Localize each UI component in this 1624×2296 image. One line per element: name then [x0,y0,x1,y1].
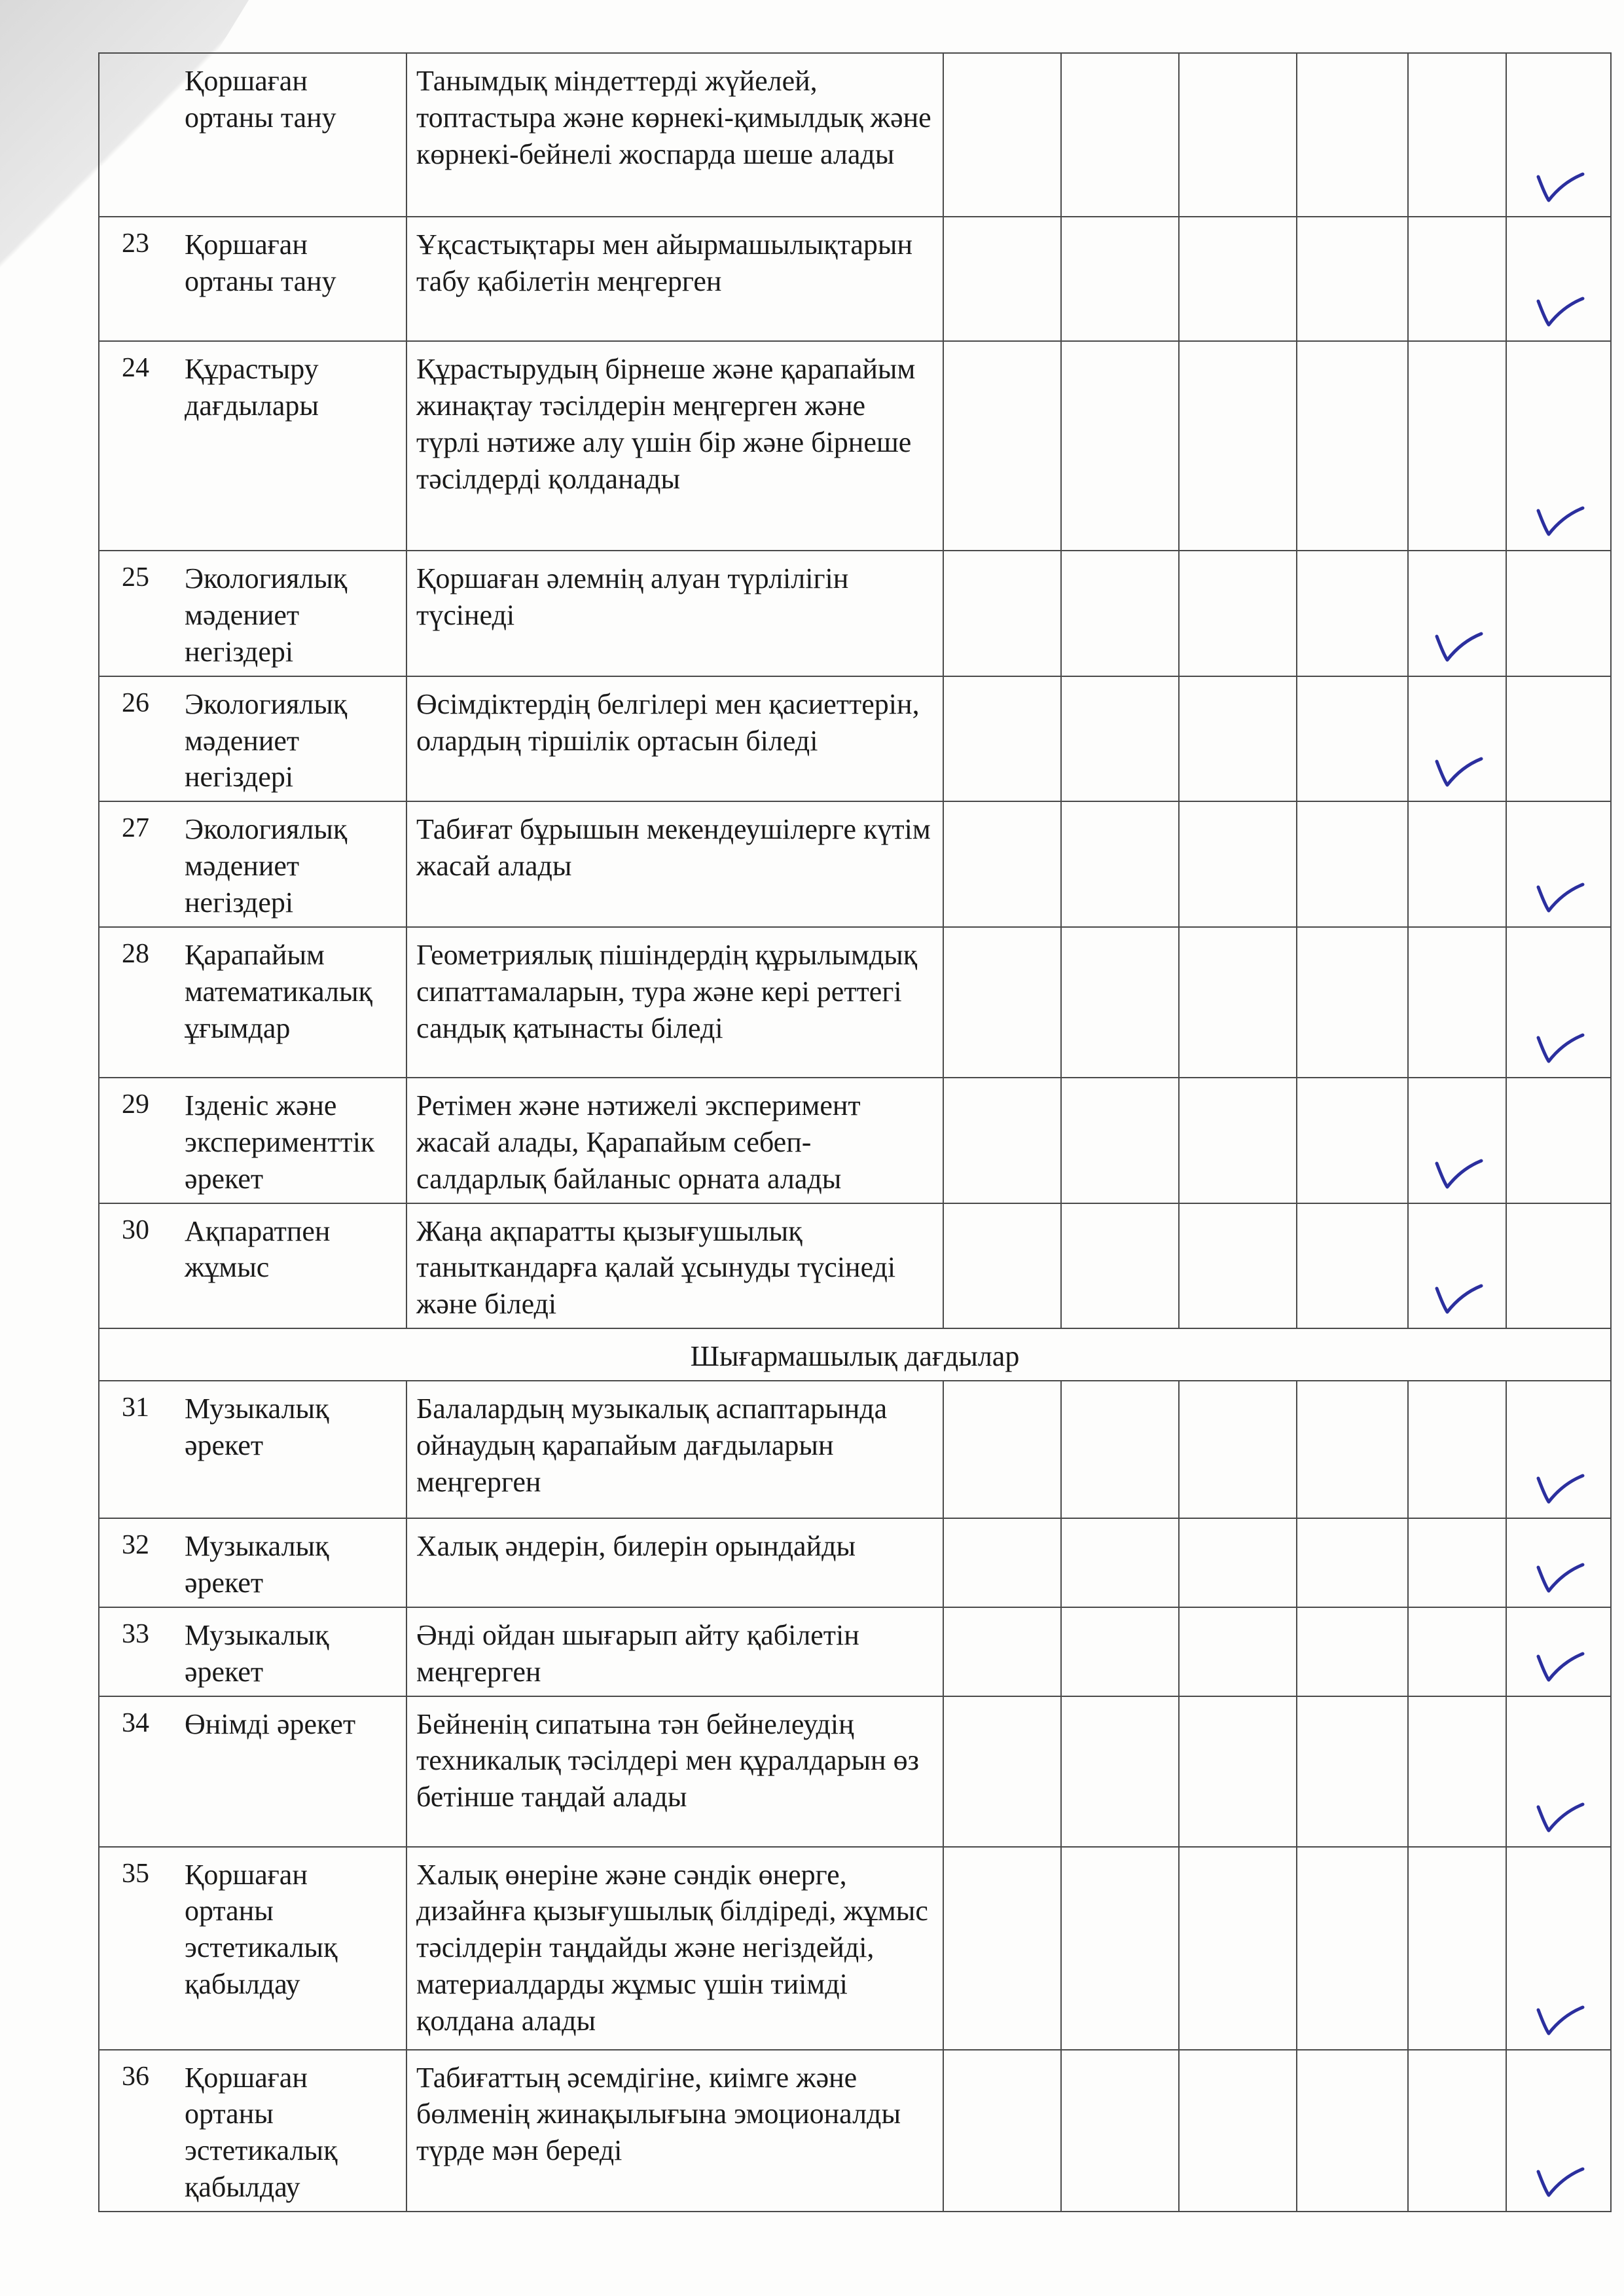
checkmark-icon [1529,2157,1588,2203]
level-cell-6[interactable] [1506,217,1611,341]
level-cell-1[interactable] [943,1696,1061,1847]
level-cell-4[interactable] [1297,927,1408,1078]
table-row [99,1607,1611,1696]
skill-area [99,1696,406,1847]
level-cell-2[interactable] [1061,676,1179,802]
level-cell-6[interactable] [1506,1696,1611,1847]
level-cell-6[interactable] [1506,1203,1611,1329]
level-cell-5[interactable] [1408,927,1506,1078]
level-cell-1[interactable] [943,2050,1061,2212]
level-cell-1[interactable] [943,551,1061,676]
level-cell-6[interactable] [1506,1518,1611,1607]
level-cell-5[interactable] [1408,1518,1506,1607]
skill-description: Жаңа ақпаратты қызығушылық таныткандарға қалай ұсынуды түсінеді және біледі [406,1203,943,1329]
skill-area-label: Қарапайым математикалық ұғымдар [185,938,372,1044]
level-cell-2[interactable] [1061,1518,1179,1607]
level-cell-3[interactable] [1179,1381,1297,1518]
level-cell-2[interactable] [1061,1847,1179,2050]
skill-area-label: Экологиялық мәдениет негіздері [185,687,348,793]
checkmark-icon [1529,1642,1588,1688]
skill-area-label: Қоршаған ортаны эстетикалық қабылдау [185,2061,338,2204]
level-cell-2[interactable] [1061,217,1179,341]
level-cell-6[interactable] [1506,1078,1611,1203]
checkmark-icon [1428,1149,1487,1195]
level-cell-1[interactable] [943,1847,1061,2050]
skill-area [99,927,406,1078]
level-cell-6[interactable] [1506,1847,1611,2050]
skill-area [99,1607,406,1696]
skill-description: Құрастырудың бірнеше және қарапайым жинақтау тәсілдерін меңгерген және түрлі нәтиже алу үшін бір және бірнеше тәсілдерді қолданады [406,341,943,551]
skill-description: Әнді ойдан шығарып айту қабілетін меңгерген [406,1607,943,1696]
level-cell-3[interactable] [1179,927,1297,1078]
level-cell-1[interactable] [943,341,1061,551]
level-cell-2[interactable] [1061,927,1179,1078]
skill-description: Қоршаған әлемнің алуан түрлілігін түсінеді [406,551,943,676]
table-row [99,676,1611,802]
skill-description: Халық әндерін, билерін орындайды [406,1518,943,1607]
level-cell-2[interactable] [1061,53,1179,217]
level-cell-1[interactable] [943,1607,1061,1696]
skill-description: Табиғаттың әсемдігіне, киімге және бөлменің жинақылығына эмоционалды түрде мән береді [406,2050,943,2212]
level-cell-1[interactable] [943,1203,1061,1329]
level-cell-6[interactable] [1506,2050,1611,2212]
skill-area-label: Музыкалық әрекет [185,1618,329,1688]
level-cell-2[interactable] [1061,1203,1179,1329]
level-cell-4[interactable] [1297,1203,1408,1329]
level-cell-2[interactable] [1061,801,1179,927]
level-cell-4[interactable] [1297,217,1408,341]
skill-area-label: Ақпаратпен жұмыс [185,1214,331,1284]
table-row [99,1696,1611,1847]
level-cell-4[interactable] [1297,551,1408,676]
checkmark-icon [1529,287,1588,333]
level-cell-6[interactable] [1506,1607,1611,1696]
section-title: Шығармашылық дағдылар [99,1328,1611,1381]
level-cell-4[interactable] [1297,1696,1408,1847]
level-cell-2[interactable] [1061,1381,1179,1518]
skill-description: Бейненің сипатына тән бейнелеудің техникалық тәсілдері мен құралдарын өз бетінше таңдай алады [406,1696,943,1847]
level-cell-4[interactable] [1297,341,1408,551]
table-row [99,801,1611,927]
checkmark-icon [1529,1023,1588,1069]
table-row [99,1518,1611,1607]
checkmark-icon [1529,1793,1588,1838]
checkmark-icon [1529,162,1588,208]
row-number-label: 31 [122,1393,149,1423]
checkmark-icon [1529,1995,1588,2041]
row-number-label: 24 [122,353,149,383]
skill-area-label: Құрастыру дағдылары [185,353,319,422]
level-cell-1[interactable] [943,1518,1061,1607]
row-number-label: 26 [122,687,149,718]
level-cell-3[interactable] [1179,1607,1297,1696]
level-cell-4[interactable] [1297,1518,1408,1607]
skill-area [99,341,406,551]
checkmark-icon [1428,622,1487,668]
level-cell-3[interactable] [1179,1696,1297,1847]
table-row [99,341,1611,551]
level-cell-1[interactable] [943,676,1061,802]
level-cell-5[interactable] [1408,1381,1506,1518]
level-cell-6[interactable] [1506,927,1611,1078]
skill-description: Өсімдіктердің белгілері мен қасиеттерін, олардың тіршілік ортасын біледі [406,676,943,802]
level-cell-5[interactable] [1408,53,1506,217]
level-cell-1[interactable] [943,801,1061,927]
level-cell-2[interactable] [1061,1078,1179,1203]
skill-area [99,1203,406,1329]
level-cell-3[interactable] [1179,1847,1297,2050]
level-cell-6[interactable] [1506,551,1611,676]
checkmark-icon [1529,1553,1588,1599]
level-cell-3[interactable] [1179,1203,1297,1329]
level-cell-5[interactable] [1408,341,1506,551]
skill-area [99,676,406,802]
row-number-label: 25 [122,562,149,592]
level-cell-5[interactable] [1408,217,1506,341]
level-cell-4[interactable] [1297,676,1408,802]
level-cell-1[interactable] [943,927,1061,1078]
skill-description: Балалардың музыкалық аспаптарында ойнаудың қарапайым дағдыларын меңгерген [406,1381,943,1518]
table-row [99,551,1611,676]
table-body-creative [99,1381,1611,2212]
skill-area [99,53,406,217]
table-row [99,53,1611,217]
skill-description: Ұқсастықтары мен айырмашылықтарын табу қабілетін меңгерген [406,217,943,341]
level-cell-3[interactable] [1179,1518,1297,1607]
level-cell-4[interactable] [1297,53,1408,217]
row-number-label: 30 [122,1214,149,1245]
level-cell-5[interactable] [1408,1078,1506,1203]
level-cell-2[interactable] [1061,341,1179,551]
level-cell-6[interactable] [1506,341,1611,551]
row-number-label: 28 [122,938,149,969]
skill-description: Геометриялық пішіндердің құрылымдық сипаттамаларын, тура және кері реттегі сандық қатынасты біледі [406,927,943,1078]
level-cell-3[interactable] [1179,801,1297,927]
level-cell-3[interactable] [1179,2050,1297,2212]
level-cell-2[interactable] [1061,1607,1179,1696]
level-cell-4[interactable] [1297,2050,1408,2212]
level-cell-4[interactable] [1297,1078,1408,1203]
level-cell-4[interactable] [1297,1847,1408,2050]
skill-area-label: Экологиялық мәдениет негіздері [185,813,348,919]
row-number-label: 34 [122,1707,149,1738]
level-cell-3[interactable] [1179,341,1297,551]
level-cell-3[interactable] [1179,1078,1297,1203]
level-cell-2[interactable] [1061,1696,1179,1847]
row-number-label: 35 [122,1858,149,1889]
row-number-label: 29 [122,1089,149,1120]
skill-area [99,2050,406,2212]
skill-area [99,1078,406,1203]
table-row [99,2050,1611,2212]
skill-area [99,551,406,676]
table-row [99,1381,1611,1518]
level-cell-5[interactable] [1408,1203,1506,1329]
level-cell-5[interactable] [1408,1847,1506,2050]
level-cell-5[interactable] [1408,1607,1506,1696]
skill-area-label: Қоршаған ортаны эстетикалық қабылдау [185,1858,338,2001]
skill-description: Ретімен және нәтижелі эксперимент жасай алады, Қарапайым себеп-салдарлық байланыс орната алады [406,1078,943,1203]
level-cell-1[interactable] [943,1381,1061,1518]
skill-description: Халық өнеріне және сәндік өнерге, дизайнға қызығушылық білдіреді, жұмыс тәсілдерін таңдайды және негіздейді, материалдарды жұмыс үшін тиімді қолдана алады [406,1847,943,2050]
section-header [99,1328,1611,1381]
table-row [99,217,1611,341]
checkmark-icon [1529,873,1588,919]
section-row [99,1328,1611,1381]
assessment-table [98,52,1612,2212]
level-cell-5[interactable] [1408,676,1506,802]
checkmark-icon [1428,747,1487,793]
row-number-label: 33 [122,1618,149,1649]
level-cell-5[interactable] [1408,551,1506,676]
skill-area [99,217,406,341]
level-cell-1[interactable] [943,1078,1061,1203]
level-cell-4[interactable] [1297,1381,1408,1518]
checkmark-icon [1428,1274,1487,1320]
level-cell-6[interactable] [1506,801,1611,927]
table-row [99,927,1611,1078]
level-cell-6[interactable] [1506,1381,1611,1518]
table-row [99,1078,1611,1203]
skill-area [99,801,406,927]
row-number-label: 36 [122,2061,149,2092]
row-number-label: 23 [122,228,149,259]
checkmark-icon [1529,496,1588,542]
skill-description: Табиғат бұрышын мекендеушілерге күтім жасай алады [406,801,943,927]
skill-area-label: Қоршаған ортаны тану [185,228,336,297]
level-cell-6[interactable] [1506,53,1611,217]
level-cell-3[interactable] [1179,217,1297,341]
level-cell-2[interactable] [1061,2050,1179,2212]
skill-area-label: Өнімді әрекет [185,1707,356,1740]
table-row [99,1203,1611,1329]
level-cell-3[interactable] [1179,676,1297,802]
level-cell-5[interactable] [1408,801,1506,927]
table-row [99,1847,1611,2050]
skill-area-label: Музыкалық әрекет [185,1530,329,1599]
level-cell-4[interactable] [1297,1607,1408,1696]
level-cell-2[interactable] [1061,551,1179,676]
level-cell-5[interactable] [1408,1696,1506,1847]
skill-area-label: Экологиялық мәдениет негіздері [185,562,348,668]
skill-area-label: Музыкалық әрекет [185,1393,329,1461]
table-body-cognitive [99,53,1611,1328]
level-cell-6[interactable] [1506,676,1611,802]
skill-area [99,1381,406,1518]
skill-area [99,1518,406,1607]
level-cell-5[interactable] [1408,2050,1506,2212]
level-cell-1[interactable] [943,53,1061,217]
level-cell-3[interactable] [1179,551,1297,676]
level-cell-1[interactable] [943,217,1061,341]
skill-area-label: Ізденіс және эксперименттік әрекет [185,1089,375,1195]
level-cell-4[interactable] [1297,801,1408,927]
skill-description: Танымдық міндеттерді жүйелей, топтастыра және көрнекі-қимылдық және көрнекі-бейнелі жоспарда шеше алады [406,53,943,217]
skill-area-label: Қоршаған ортаны тану [185,65,336,134]
checkmark-icon [1529,1464,1588,1510]
row-number-label: 27 [122,813,149,844]
row-number-label: 32 [122,1530,149,1560]
level-cell-3[interactable] [1179,53,1297,217]
skill-area [99,1847,406,2050]
